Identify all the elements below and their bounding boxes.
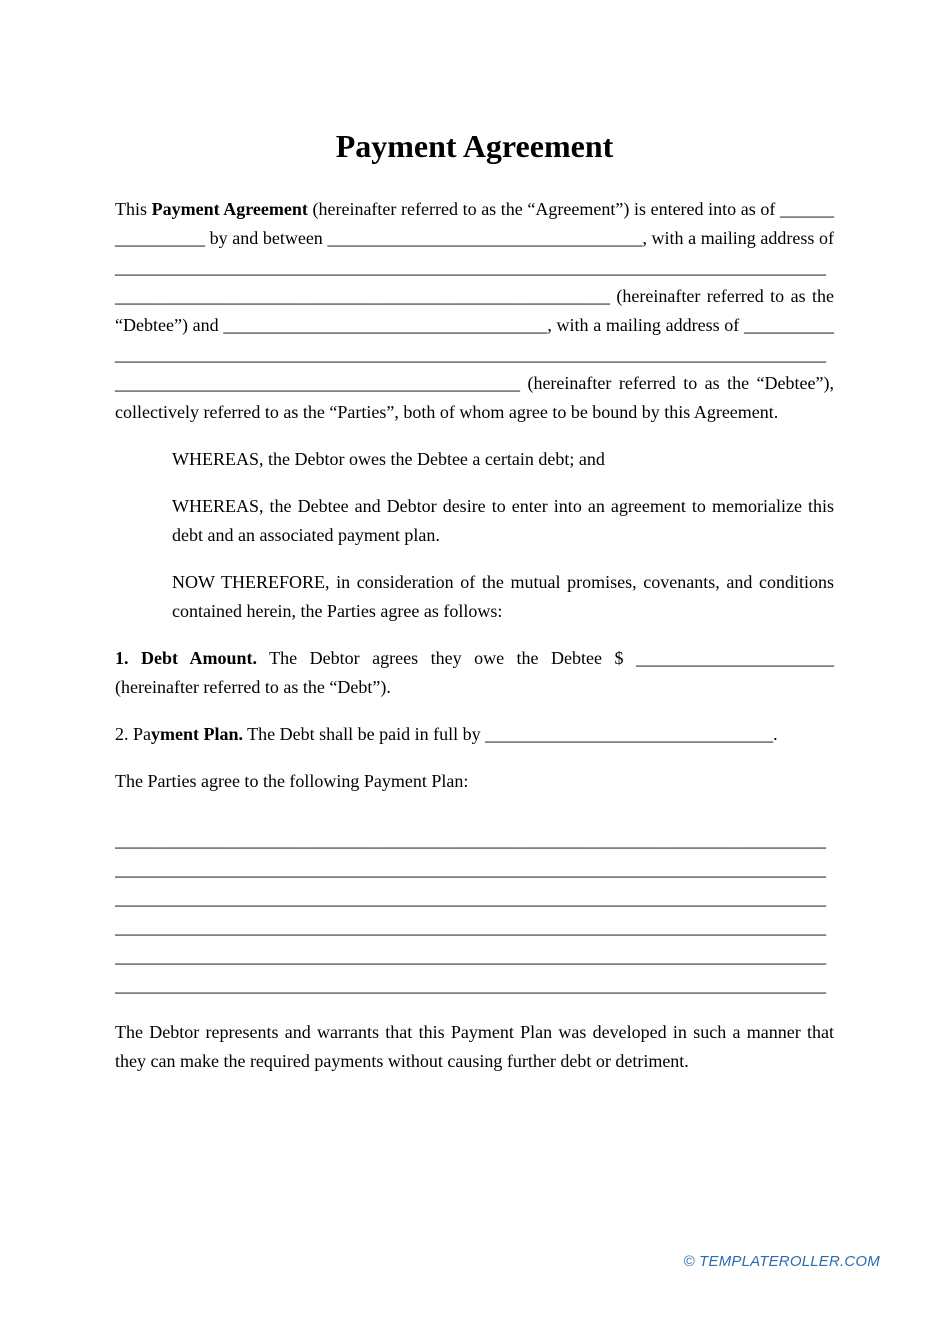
closing-paragraph: The Debtor represents and warrants that this Payment Plan was developed in such a manner that they can make the required payments without causing further debt or detriment. — [115, 1022, 834, 1071]
intro-paragraph — [115, 195, 834, 427]
whereas-clause-2: WHEREAS, the Debtee and Debtor desire to enter into an agreement to memorialize this debt and an associated payment plan. — [172, 496, 834, 545]
blank-first-party-name: ___________________________________ — [327, 228, 643, 248]
intro-text-5: (hereinafter referred to as the “Debtee”) and — [115, 286, 834, 335]
blank-first-party-address: ______________________________________________________________________________________________________________________________________ — [115, 257, 826, 306]
clause2-number: 2. Pa — [115, 724, 151, 744]
blank-effective-date: ________________ — [115, 199, 834, 248]
intro-text-3: by and between — [205, 228, 328, 248]
blank-payment-due-date: ________________________________ — [485, 724, 774, 744]
clause-debt-amount — [115, 644, 834, 702]
blank-second-party-name: ____________________________________ — [223, 315, 548, 335]
blank-line-1: _______________________________________________________________________________ — [115, 830, 826, 850]
document-title: Payment Agreement — [335, 128, 614, 164]
intro-text-4: , with a mailing address of — [642, 228, 834, 248]
agreement-term: Payment Agreement — [151, 199, 308, 219]
blank-line-4: _______________________________________________________________________________ — [115, 917, 826, 937]
clause1-text-2: (hereinafter referred to as the “Debt”). — [115, 677, 391, 697]
whereas-clause-1: WHEREAS, the Debtor owes the Debtee a certain debt; and — [172, 449, 605, 469]
clause-payment-plan — [115, 720, 834, 749]
payment-plan-blank-lines — [115, 826, 834, 1000]
now-therefore-clause: NOW THEREFORE, in consideration of the mutual promises, covenants, and conditions contained herein, the Parties agree as follows: — [172, 572, 834, 621]
blank-debt-amount: ______________________ — [636, 648, 834, 668]
clause1-text-1: The Debtor agrees they owe the Debtee $ — [257, 648, 636, 668]
blank-line-5: _______________________________________________________________________________ — [115, 946, 826, 966]
clause1-label: 1. Debt Amount. — [115, 648, 257, 668]
blank-line-2: _______________________________________________________________________________ — [115, 859, 826, 879]
clause2-text-1: The Debt shall be paid in full by — [243, 724, 486, 744]
blank-line-6: _______________________________________________________________________________ — [115, 975, 826, 995]
payment-plan-intro: The Parties agree to the following Payment Plan: — [115, 771, 469, 791]
intro-text-1: This — [115, 199, 152, 219]
blank-line-3: _______________________________________________________________________________ — [115, 888, 826, 908]
clause2-label: yment Plan. — [151, 724, 243, 744]
intro-text-6: , with a mailing address of — [547, 315, 744, 335]
intro-text-2: (hereinafter referred to as the “Agreement”) is entered into as of — [307, 199, 780, 219]
blank-second-party-address: ______________________________________________________________________________________________________________________________________ — [115, 315, 834, 393]
templateroller-credit-link[interactable]: © TEMPLATEROLLER.COM — [683, 1253, 880, 1270]
intro-text-7: (hereinafter referred to as the “Debtee”), collectively referred to as the “Parties”, both of whom agree to be bound by this Agreement. — [115, 373, 834, 422]
clause2-text-2: . — [773, 724, 778, 744]
